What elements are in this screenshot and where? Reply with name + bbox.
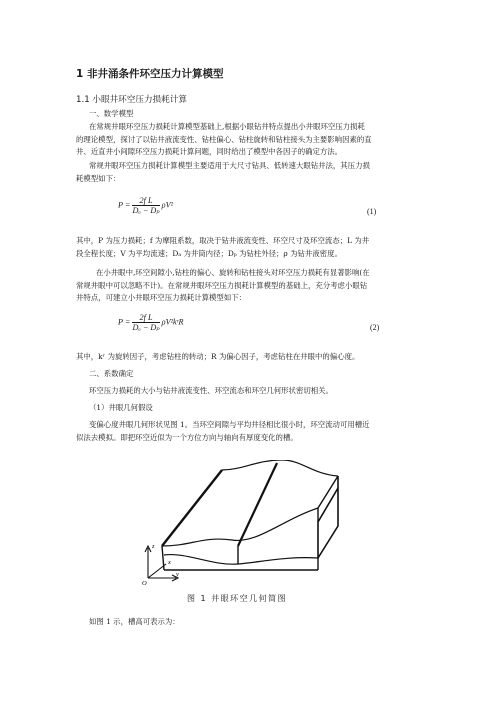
equation-number-2: (2) (370, 323, 380, 332)
front-top-wave (162, 508, 318, 546)
paragraph-5: 其中，kʳ 为旋转因子，考虑钻柱的转动；R 为偏心因子，考虑钻柱在井眼中的偏心度。 (76, 352, 360, 361)
equation-number-1: (1) (367, 207, 377, 216)
subheading-coefficients: 二、系数确定 (89, 369, 134, 378)
left-front-edge (162, 470, 222, 546)
subheading-geometry: （1）井眼几何假设 (89, 403, 153, 412)
inner-divider-line (238, 463, 277, 546)
chapter-title: 1 非井涌条件环空压力计算模型 (76, 68, 224, 80)
paragraph-1: 在常规井眼环空压力损耗计算模型基础上,根据小眼钻井特点提出小井眼环空压力损耗 的理论模型，探讨了以钻井液流变性、钻柱偏心、钻柱旋转和钻柱接头为主要影响因素的直 井、近直井小间隙环空压力损耗计算问题，同时给出了模型中各因子的确定方法。 (76, 122, 372, 157)
right-side-face (318, 488, 338, 558)
paragraph-3: 其中，P 为压力损耗；f 为摩阻系数，取决于钻井液流变性、环空尺寸及环空流态；L 为井 段全程长度；V 为平均流速；Dₐ 为井筒内径；Dₚ 为钻柱外径；ρ 为钻井液密度。 (76, 236, 370, 258)
paragraph-7: 变偏心度井眼几何形状见图 1。当环空间隙与平均井径相比很小时，环空流动可用槽近 似法去模拟。即把环空近似为一个方位方向与轴向有厚度变化的槽。 (76, 420, 370, 442)
subheading-math-model: 一、数学模型 (89, 109, 134, 118)
axis-x-label: x (168, 559, 171, 566)
axis-y-label: y (176, 571, 179, 578)
figure-caption: 图 1 井眼环空几何简图 (187, 594, 288, 603)
axis-z-label: z (152, 543, 155, 550)
front-bottom-wave (164, 555, 318, 565)
paragraph-2: 常规井眼环空压力损耗计算模型主要适用于大尺寸钻具、低转速大眼钻井法，其压力损 耗模型如下： (76, 161, 370, 183)
origin-label: O (142, 580, 147, 586)
formula-2: P = $\frac{\text{2f L}}{\text{Dₐ − Dₚ}}$ ρV²kʳR (118, 313, 184, 332)
right-top-edge (318, 476, 338, 522)
paragraph-4: 在小井眼中,环空间隙小,钻柱的偏心、旋转和钻柱接头对环空压力损耗有显著影响(在 常规井眼中可以忽略不计)。在常规井眼环空压力损耗计算模型的基础上，充分考虑小眼钻 井特点，可建立小井眼环空压力损耗计算模型如下： (76, 268, 370, 303)
paragraph-8: 如图 1 示，槽高可表示为： (89, 617, 180, 626)
section-heading: 1.1 小眼井环空压力损耗计算 (76, 95, 187, 105)
formula-1: P = $\frac{\text{2f L}}{\text{Dₐ − Dₚ}}$ ρV² (118, 196, 174, 215)
paragraph-6: 环空压力损耗的大小与钻井液流变性、环空流态和环空几何形状密切相关。 (89, 386, 333, 395)
top-wave-back (222, 460, 338, 476)
x-axis-line (148, 564, 166, 578)
axes-group (145, 546, 178, 581)
annulus-diagram (142, 460, 364, 586)
figure-annulus-geometry (142, 460, 364, 586)
